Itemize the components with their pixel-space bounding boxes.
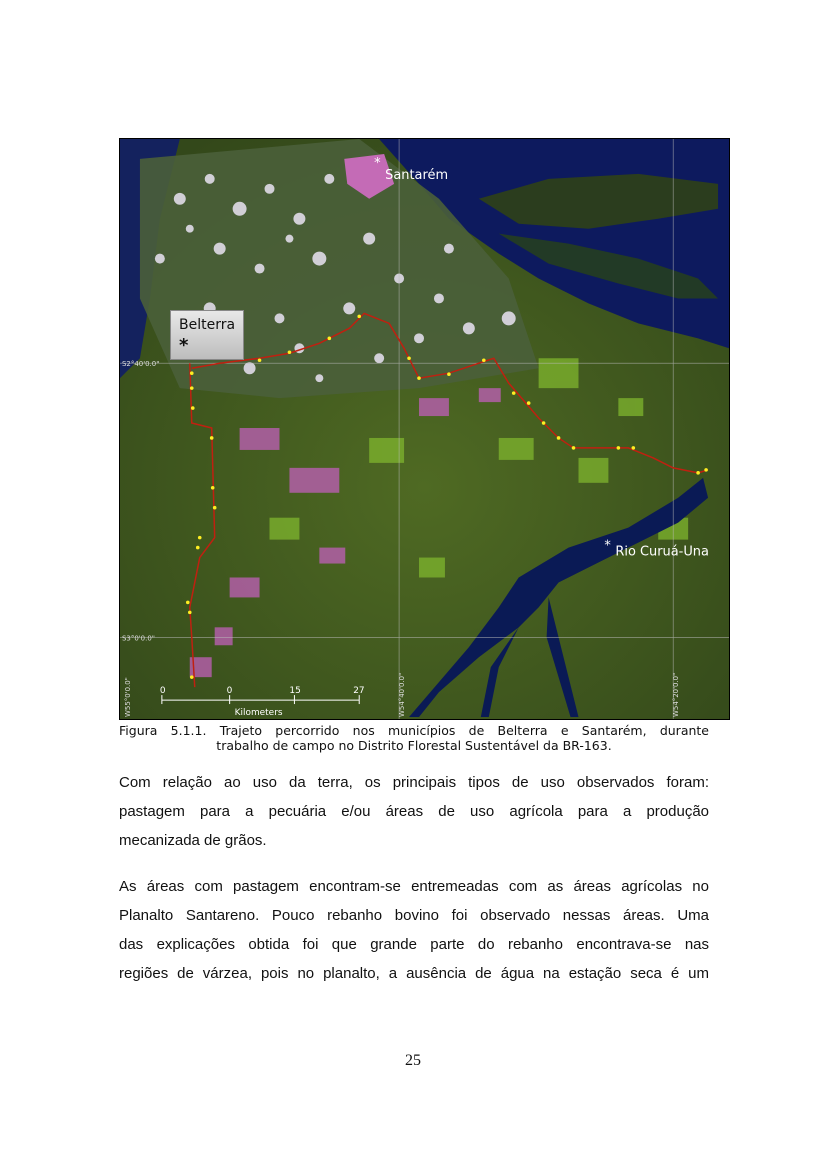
scale-tick-27: 27 xyxy=(353,686,365,697)
paragraph-1-line-3: mecanizada de grãos. xyxy=(119,832,267,849)
belterra-label-box xyxy=(170,310,244,360)
grid-label-lon-right: W54°20'0.0" xyxy=(672,672,681,718)
paragraph-pasture xyxy=(119,872,709,988)
paragraph-land-use xyxy=(119,768,709,855)
grid-label-lon-left: W55°0'0.0" xyxy=(123,677,132,718)
label-santarem: Santarém xyxy=(385,167,449,183)
scale-unit: Kilometers xyxy=(234,708,283,719)
scale-tick-15: 15 xyxy=(289,686,301,697)
paragraph-2-line-1: As áreas com pastagem encontram-se entremeadas com as áreas agrícolas no xyxy=(119,878,709,895)
paragraph-2-line-2: Planalto Santareno. Pouco rebanho bovino foi observado nessas áreas. Uma xyxy=(119,907,709,924)
star-marker-curua-una: * xyxy=(604,538,611,554)
paragraph-1-line-1: Com relação ao uso da terra, os principais tipos de uso observados foram: xyxy=(119,774,709,791)
caption-line-2: trabalho de campo no Distrito Florestal Sustentável da BR-163. xyxy=(216,738,612,753)
paragraph-2-line-4: regiões de várzea, pois no planalto, a ausência de água na estação seca é um xyxy=(119,965,709,982)
label-belterra: Belterra xyxy=(179,317,236,333)
paragraph-2-line-3: das explicações obtida foi que grande parte do rebanho encontrava-se nas xyxy=(119,936,709,953)
caption-line-1: Figura 5.1.1. Trajeto percorrido nos municípios de Belterra e Santarém, durante xyxy=(119,723,709,738)
grid-label-lat-upper: S2°40'0.0" xyxy=(121,360,160,369)
figure-caption xyxy=(119,723,709,753)
paragraph-1-line-2: pastagem para a pecuária e/ou áreas de uso agrícola para a produção xyxy=(119,803,709,820)
grid-label-lon-mid: W54°40'0.0" xyxy=(398,672,407,718)
page-number: 25 xyxy=(405,1052,421,1069)
grid-label-lat-lower: S3°0'0.0" xyxy=(121,634,155,643)
scale-tick-0b: 0 xyxy=(226,686,233,697)
label-rio-curua-una: Rio Curuá-Una xyxy=(615,544,709,560)
scale-tick-0a: 0 xyxy=(159,686,166,697)
star-marker-santarem: * xyxy=(374,155,381,171)
satellite-map-figure xyxy=(119,138,730,720)
satellite-map xyxy=(120,139,729,719)
star-marker-belterra: * xyxy=(179,335,189,356)
